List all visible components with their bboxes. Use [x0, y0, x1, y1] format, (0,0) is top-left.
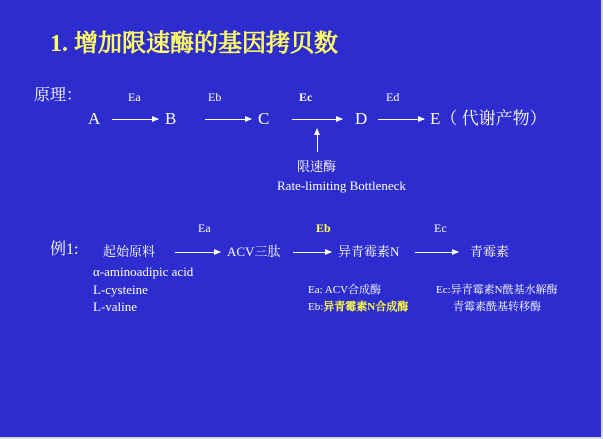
node-b: B [165, 109, 177, 128]
enzyme-ea: Ea [128, 90, 141, 104]
example-node-penicillin: 青霉素 [470, 244, 510, 259]
example-arrow-2 [293, 252, 331, 253]
bottleneck-en: Rate-limiting Bottleneck [277, 178, 406, 193]
enzyme-ec: Ec [299, 90, 313, 104]
node-e: E（ 代谢产物） [430, 109, 547, 128]
example-label: 例1: [50, 241, 79, 258]
example-enzyme-ec: Ec [434, 221, 447, 235]
example-arrow-1 [175, 252, 220, 253]
ec-description-1: Ec:异青霉素N酰基水解酶 [436, 284, 558, 296]
arrow-d-e [378, 119, 424, 120]
substrate-3: L-valine [93, 299, 138, 314]
example-enzyme-eb: Eb [316, 221, 331, 235]
substrate-1: α-aminoadipic acid [93, 264, 194, 279]
arrow-b-c [205, 119, 251, 120]
example-enzyme-ea: Ea [198, 221, 211, 235]
eb-description: Eb:异青霉素N合成酶 [308, 301, 409, 313]
example-node-ipn: 异青霉素N [338, 244, 400, 259]
arrow-a-b [112, 119, 158, 120]
arrow-c-d [292, 119, 342, 120]
ec-description-2: 青霉素酰基转移酶 [453, 301, 541, 313]
example-node-acv: ACV三肽 [227, 244, 281, 259]
bottleneck-arrow [317, 134, 318, 152]
node-d: D [355, 109, 368, 128]
enzyme-ed: Ed [386, 90, 400, 104]
example-arrow-3 [415, 252, 458, 253]
enzyme-eb: Eb [208, 90, 222, 104]
slide-title: 1. 增加限速酶的基因拷贝数 [50, 31, 338, 57]
node-c: C [258, 109, 270, 128]
substrate-2: L-cysteine [93, 282, 148, 297]
bottleneck-cn: 限速酶 [297, 159, 337, 174]
node-a: A [88, 109, 101, 128]
example-node-start: 起始原料 [103, 244, 156, 259]
principle-label: 原理： [34, 87, 83, 104]
ea-description: Ea: ACV合成酶 [308, 284, 382, 296]
